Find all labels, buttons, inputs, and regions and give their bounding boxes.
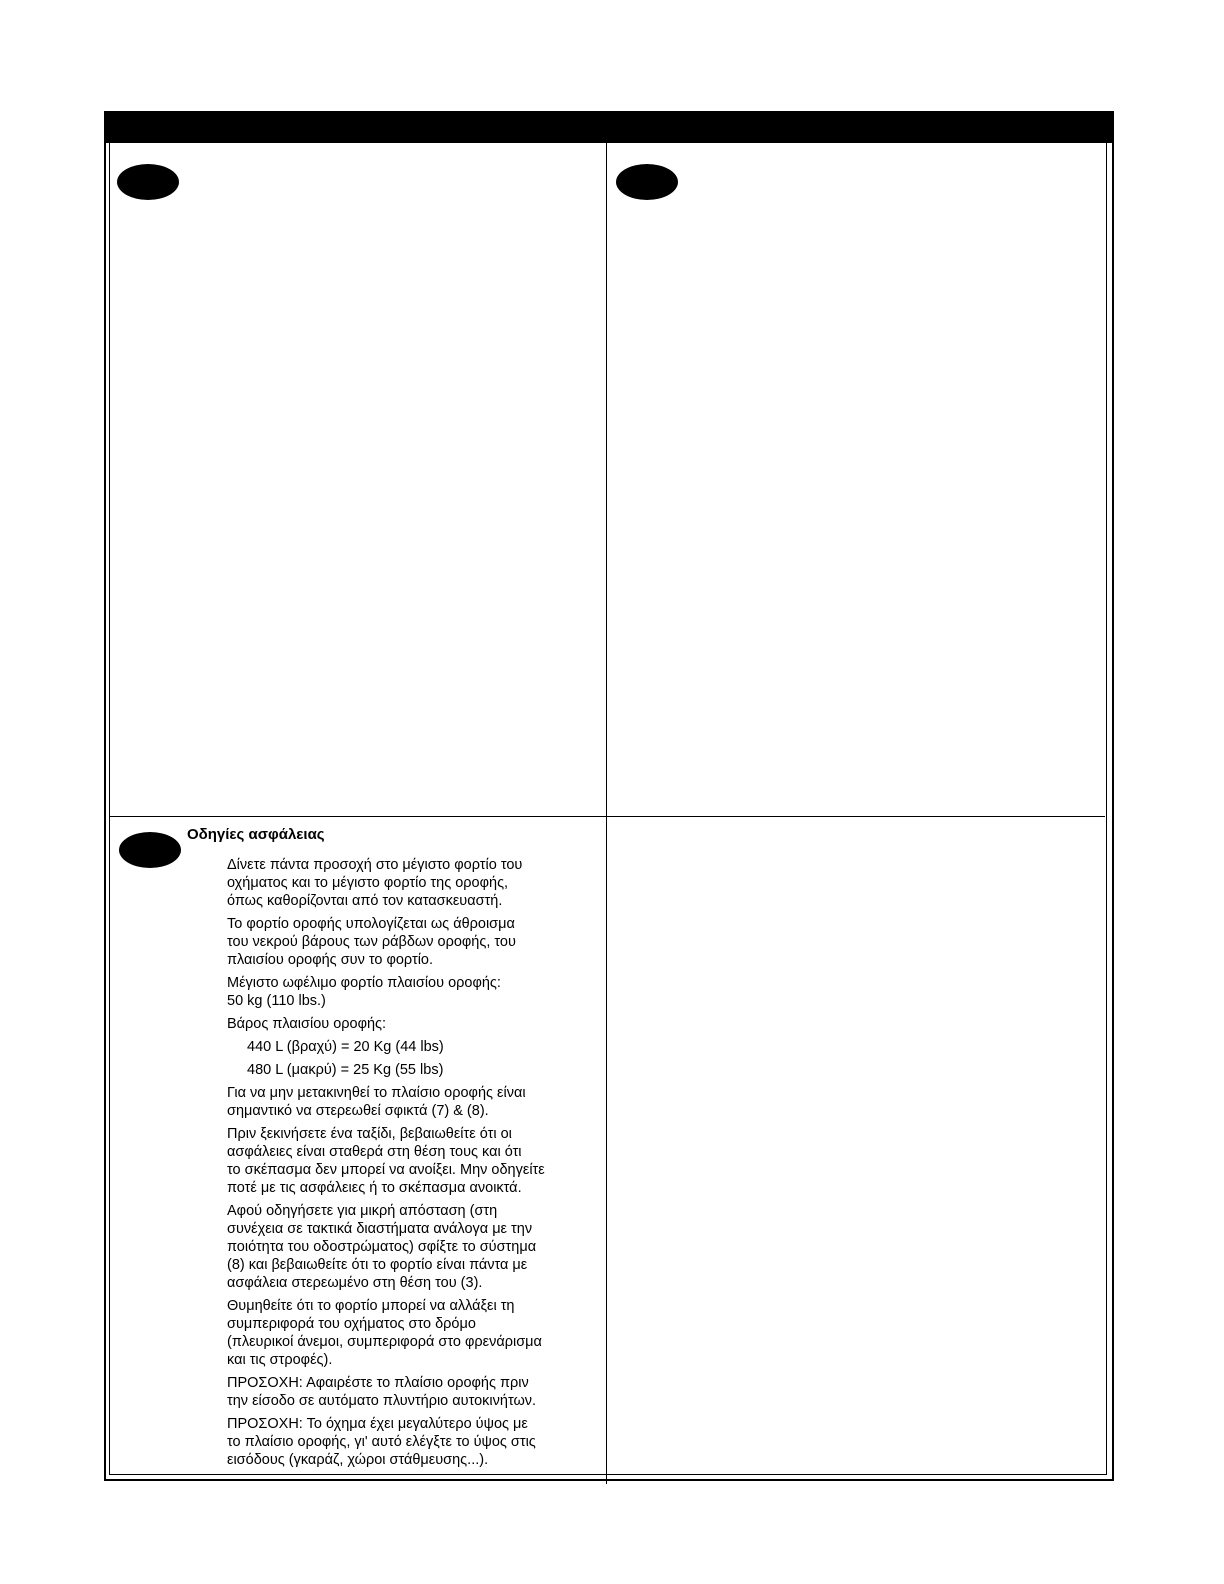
safety-text-line: Για να μην μετακινηθεί το πλαίσιο οροφής είναι bbox=[227, 1085, 526, 1101]
safety-paragraph bbox=[227, 1297, 597, 1369]
safety-title: Οδηγίες ασφάλειας bbox=[187, 826, 325, 843]
safety-text-line: Δίνετε πάντα προσοχή στο μέγιστο φορτίο του bbox=[227, 857, 523, 873]
safety-paragraph bbox=[227, 1084, 597, 1120]
safety-text-line: 480 L (μακρύ) = 25 Kg (55 lbs) bbox=[247, 1062, 444, 1078]
safety-text-line: ΠΡΟΣΟΧΗ: Το όχημα έχει μεγαλύτερο ύψος με bbox=[227, 1416, 528, 1432]
safety-text-line: ποτέ με τις ασφάλειες ή το σκέπασμα ανοικτά. bbox=[227, 1180, 522, 1196]
row-divider bbox=[110, 816, 1105, 817]
safety-text-line: Βάρος πλαισίου οροφής: bbox=[227, 1016, 387, 1032]
safety-paragraph bbox=[227, 1061, 597, 1079]
safety-paragraph bbox=[227, 1038, 597, 1056]
safety-text-line: το πλαίσιο οροφής, γι' αυτό ελέγξτε το ύψος στις bbox=[227, 1434, 536, 1450]
safety-paragraph bbox=[227, 1125, 597, 1197]
safety-text-line: Θυμηθείτε ότι το φορτίο μπορεί να αλλάξει τη bbox=[227, 1298, 515, 1314]
header-bar bbox=[104, 111, 1114, 143]
safety-text-line: (8) και βεβαιωθείτε ότι το φορτίο είναι πάντα με bbox=[227, 1257, 528, 1273]
safety-paragraph bbox=[227, 974, 597, 1010]
safety-text-line: Μέγιστο ωφέλιμο φορτίο πλαισίου οροφής: bbox=[227, 975, 501, 991]
safety-text-line: συνέχεια σε τακτικά διαστήματα ανάλογα με την bbox=[227, 1221, 533, 1237]
safety-text-line: και τις στροφές). bbox=[227, 1352, 333, 1368]
safety-text-line: του νεκρού βάρους των ράβδων οροφής, του bbox=[227, 934, 516, 950]
safety-text-line: πλαισίου οροφής συν το φορτίο. bbox=[227, 952, 434, 968]
safety-text-line: 440 L (βραχύ) = 20 Kg (44 lbs) bbox=[247, 1039, 444, 1055]
safety-text-line: Το φορτίο οροφής υπολογίζεται ως άθροισμα bbox=[227, 916, 515, 932]
safety-text-line: την είσοδο σε αυτόματο πλυντήριο αυτοκινήτων. bbox=[227, 1393, 537, 1409]
safety-text-line: Πριν ξεκινήσετε ένα ταξίδι, βεβαιωθείτε ότι οι bbox=[227, 1126, 512, 1142]
step-badge-top-left bbox=[117, 164, 179, 200]
step-badge-safety bbox=[119, 832, 181, 868]
column-divider bbox=[606, 143, 607, 1484]
safety-text-line: οχήματος και το μέγιστο φορτίο της οροφής, bbox=[227, 875, 509, 891]
safety-text-line: ασφάλεια στερεωμένο στη θέση του (3). bbox=[227, 1275, 483, 1291]
safety-paragraph bbox=[227, 1202, 597, 1292]
safety-text-line: 50 kg (110 lbs.) bbox=[227, 993, 326, 1009]
safety-text-line: Αφού οδηγήσετε για μικρή απόσταση (στη bbox=[227, 1203, 498, 1219]
safety-text-line: ποιότητα του οδοστρώματος) σφίξτε το σύστημα bbox=[227, 1239, 537, 1255]
safety-text-line: όπως καθορίζονται από τον κατασκευαστή. bbox=[227, 893, 503, 909]
step-badge-top-right bbox=[616, 164, 678, 200]
safety-paragraph bbox=[227, 1015, 597, 1033]
safety-paragraph bbox=[227, 856, 597, 910]
safety-text-line: εισόδους (γκαράζ, χώροι στάθμευσης...). bbox=[227, 1452, 489, 1468]
safety-text-line: ασφάλειες είναι σταθερά στη θέση τους και ότι bbox=[227, 1144, 522, 1160]
safety-text-line: σημαντικό να στερεωθεί σφικτά (7) & (8). bbox=[227, 1103, 489, 1119]
safety-text-line: συμπεριφορά του οχήματος στο δρόμο bbox=[227, 1316, 476, 1332]
safety-text-line: (πλευρικοί άνεμοι, συμπεριφορά στο φρενάρισμα bbox=[227, 1334, 542, 1350]
safety-instructions bbox=[227, 856, 597, 1474]
safety-paragraph bbox=[227, 1374, 597, 1410]
safety-text-line: το σκέπασμα δεν μπορεί να ανοίξει. Μην οδηγείτε bbox=[227, 1162, 545, 1178]
safety-text-line: ΠΡΟΣΟΧΗ: Αφαιρέστε το πλαίσιο οροφής πριν bbox=[227, 1375, 529, 1391]
safety-paragraph bbox=[227, 915, 597, 969]
safety-paragraph bbox=[227, 1415, 597, 1469]
